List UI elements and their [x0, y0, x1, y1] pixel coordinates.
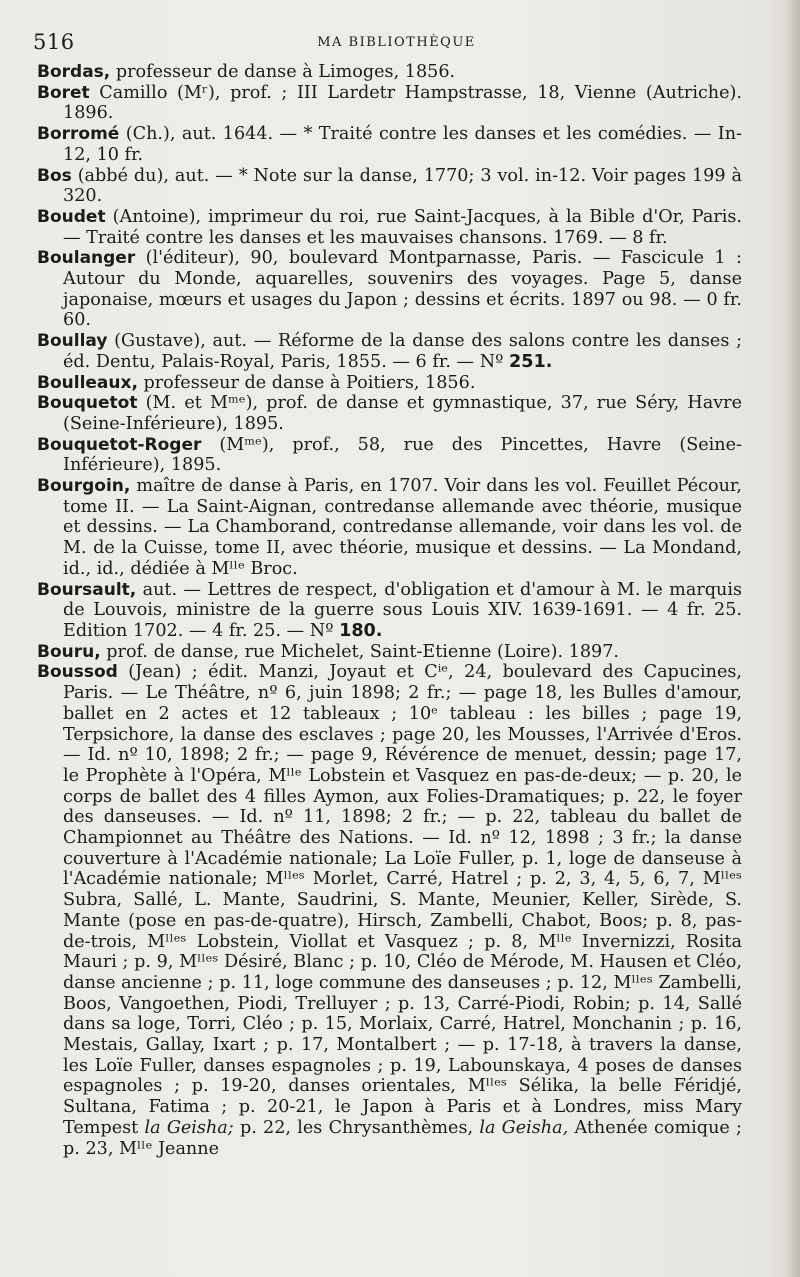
- entry-name: Boret: [37, 82, 90, 103]
- entry-borrome: [37, 124, 742, 165]
- entry-text: (l'éditeur), 90, boulevard Montparnasse, Paris. — Fascicule 1 : Autour du Monde, aquarelles, souvenirs des voyages. Page 5, danse japonaise, mœurs et usages du Japon ; dessins et écrits. 1897 ou 98. — 0 fr. 60.: [63, 248, 742, 331]
- entry-text: (abbé du), aut. — * Note sur la danse, 1770; 3 vol. in-12. Voir pages 199 à 320.: [63, 165, 742, 207]
- entry-name: Boullay: [37, 331, 108, 352]
- entry-text: (M. et Mᵐᵉ), prof. de danse et gymnastique, 37, rue Séry, Havre (Seine-Inférieure), 1895.: [63, 393, 742, 434]
- entry-name: Bouru,: [37, 641, 101, 662]
- catalog-number: 180.: [339, 620, 383, 641]
- italic-title: la Geisha,: [479, 1117, 569, 1138]
- entry-text: Camillo (Mʳ), prof. ; III Lardetr Hampstrasse, 18, Vienne (Autriche). 1896.: [63, 82, 742, 124]
- page-header: [33, 30, 760, 56]
- entry-name: Boulanger: [37, 248, 136, 269]
- entry-name: Borromé: [37, 124, 120, 145]
- entry-bordas: [37, 62, 742, 83]
- page-edge-shadow: [786, 0, 800, 1277]
- entry-boulanger: [37, 248, 742, 331]
- catalog-number: 251.: [508, 351, 553, 372]
- entry-text: professeur de danse à Limoges, 1856.: [110, 62, 456, 82]
- entry-bouquetot: [37, 393, 742, 434]
- entry-name: Bordas,: [37, 62, 111, 82]
- entry-bouquetot-roger: [37, 435, 742, 476]
- entry-text: (Antoine), imprimeur du roi, rue Saint-Jacques, à la Bible d'Or, Paris. — Traité contre les danses et les mauvaises chansons. 1769. — 8 fr.: [63, 206, 742, 248]
- entry-name: Boudet: [37, 206, 106, 227]
- entry-text-cont: p. 22, les Chrysanthèmes,: [233, 1117, 480, 1138]
- entry-text: (Mᵐᵉ), prof., 58, rue des Pincettes, Havre (Seine-Inférieure), 1895.: [63, 434, 742, 476]
- entry-name: Bos: [37, 165, 72, 186]
- entry-name: Bourgoin,: [37, 476, 131, 497]
- entry-boursault: [37, 580, 742, 642]
- running-title: MA BIBLIOTHÈQUE: [317, 35, 476, 50]
- entry-name: Boulleaux,: [37, 372, 138, 393]
- entry-text: (Gustave), aut. — Réforme de la danse des salons contre les danses ; éd. Dentu, Palais-Royal, Paris, 1855. — 6 fr. — Nº: [63, 331, 742, 372]
- entry-text: (Jean) ; édit. Manzi, Joyaut et Cⁱᵉ, 24, boulevard des Capucines, Paris. — Le Théâtre, nº 6, juin 1898; 2 fr.; — page 18, les Bulles d'amour, ballet en 2 actes et 12 tableaux ; 10ᵉ tableau : les billes ; page 19, Terpsichore, la danse des esclaves ; page 20, les Mousses, l'Arrivée d'Eros. — Id. nº 10, 1898; 2 fr.; — page 9, Révérence de menuet, dessin; page 17, le Prophète à l'Opéra, Mˡˡᵉ Lobstein et Vasquez en pas-de-deux; — p. 20, le corps de ballet des 4 filles Aymon, aux Folies-Dramatiques; p. 22, le foyer des danseuses. — Id. nº 11, 1898; 2 fr.; — p. 22, tableau du ballet de Championnet au Théâtre des Nations. — Id. nº 12, 1898 ; 3 fr.; la danse couverture à l'Académie nationale; La Loïe Fuller, p. 1, loge de danseuse à l'Académie nationale; Mˡˡᵉˢ Morlet, Carré, Hatrel ; p. 2, 3, 4, 5, 6, 7, Mˡˡᵉˢ Subra, Sallé, L. Mante, Saudrini, S. Mante, Meunier, Keller, Sirède, S. Mante (pose en pas-de-quatre), Hirsch, Zambelli, Chabot, Boos; p. 8, pas-de-trois, Mˡˡᵉˢ Lobstein, Viollat et Vasquez ; p. 8, Mˡˡᵉ Invernizzi, Rosita Mauri ; p. 9, Mˡˡᵉˢ Désiré, Blanc ; p. 10, Cléo de Mérode, M. Hausen et Cléo, danse ancienne ; p. 11, loge commune des danseuses ; p. 12, Mˡˡᵉˢ Zambelli, Boos, Vangoethen, Piodi, Trelluyer ; p. 13, Carré-Piodi, Robin; p. 14, Sallé dans sa loge, Torri, Cléo ; p. 15, Morlaix, Carré, Hatrel, Monchanin ; p. 16, Mestais, Gallay, Ixart ; p. 17, Montalbert ; — p. 17-18, à travers la danse, les Loïe Fuller, danses espagnoles ; p. 19, Labounskaya, 4 poses de danses espagnoles ; p. 19-20, danses orientales, Mˡˡᵉˢ Sélika, la belle Féridjé, Sultana, Fatima ; p. 20-21, le Japon à Paris et à Londres, miss Mary Tempest: [63, 662, 742, 1138]
- entry-text: prof. de danse, rue Michelet, Saint-Etienne (Loire). 1897.: [100, 641, 620, 662]
- entry-name: Boursault,: [37, 579, 137, 600]
- entry-name: Bouquetot: [37, 393, 138, 414]
- entry-text: aut. — Lettres de respect, d'obligation et d'amour à M. le marquis de Louvois, ministre de la guerre sous Louis XIV. 1639-1691. — 4 fr. 25. Edition 1702. — 4 fr. 25. — Nº: [63, 579, 742, 641]
- entry-boullay: [37, 331, 742, 372]
- entry-name: Boussod: [37, 662, 118, 683]
- entry-boulleaux: [37, 373, 742, 394]
- entry-bouru: [37, 642, 742, 663]
- italic-title: la Geisha;: [144, 1117, 234, 1138]
- entry-text: maître de danse à Paris, en 1707. Voir dans les vol. Feuillet Pécour, tome II. — La Saint-Aignan, contredanse allemande avec théorie, musique et dessins. — La Chamborand, contredanse allemande, voir dans les vol. de M. de la Cuisse, tome II, avec théorie, musique et dessins. — La Mondand, id., id., dédiée à Mˡˡᵉ Broc.: [63, 476, 742, 579]
- entry-name: Bouquetot-Roger: [37, 434, 202, 455]
- entry-text: professeur de danse à Poitiers, 1856.: [137, 372, 476, 393]
- entry-text: (Ch.), aut. 1644. — * Traité contre les danses et les comédies. — In-12, 10 fr.: [63, 124, 742, 165]
- entry-boudet: [37, 207, 742, 248]
- entry-bourgoin: [37, 476, 742, 580]
- page-number: 516: [33, 30, 75, 54]
- entry-boussod: [37, 662, 742, 1159]
- entry-list: [37, 62, 742, 1159]
- entry-text-cont: Athenée comique ; p. 23, Mˡˡᵉ Jeanne: [63, 1117, 742, 1159]
- entry-boret: [37, 83, 742, 124]
- entry-bos: [37, 166, 742, 207]
